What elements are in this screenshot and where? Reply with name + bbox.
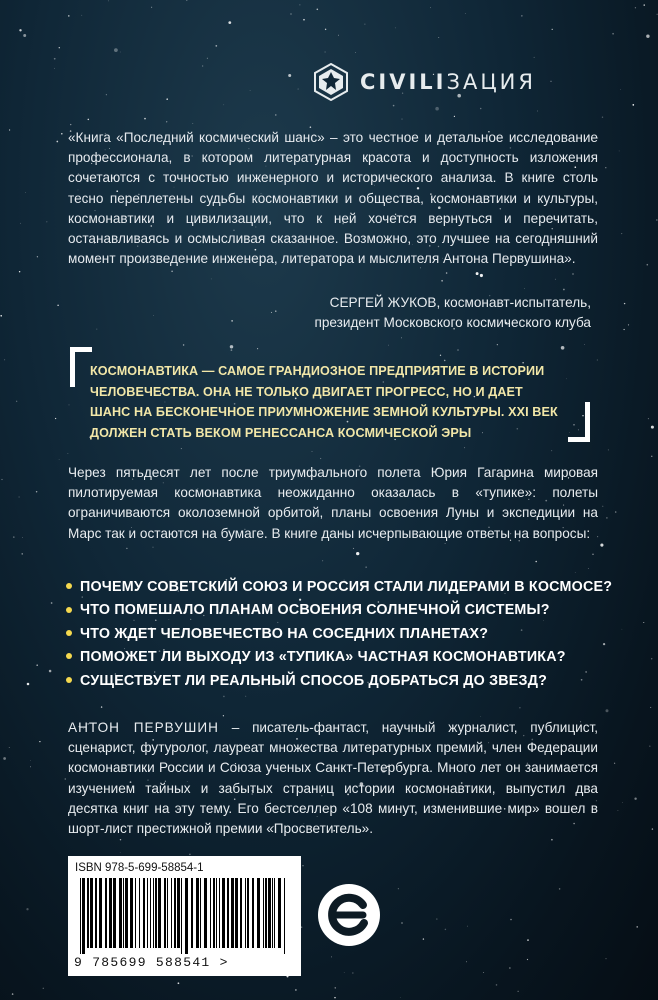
star: [592, 553, 594, 555]
star: [108, 1, 109, 2]
star: [70, 124, 71, 125]
barcode-stripe: [139, 878, 140, 948]
star: [600, 544, 603, 547]
star: [656, 219, 657, 220]
barcode-stripe: [235, 878, 238, 948]
star: [4, 359, 5, 360]
barcode-stripe: [252, 878, 254, 948]
star: [467, 926, 468, 927]
bullet-icon: [66, 607, 72, 613]
star: [388, 345, 389, 346]
star: [325, 51, 326, 52]
star: [59, 459, 60, 460]
star: [16, 401, 17, 402]
star: [356, 552, 359, 555]
star: [181, 448, 182, 449]
star: [290, 13, 291, 14]
star: [68, 15, 70, 17]
star: [464, 447, 465, 448]
question-text: ПОЧЕМУ СОВЕТСКИЙ СОЮЗ И РОССИЯ СТАЛИ ЛИДЕРАМИ В КОСМОСЕ?: [80, 579, 613, 595]
logo-wordmark-light: ЗАЦИЯ: [446, 70, 536, 94]
star: [126, 548, 127, 549]
barcode-stripe: [216, 878, 217, 948]
star: [563, 289, 565, 291]
barcode-stripe: [265, 878, 267, 948]
star: [178, 982, 180, 984]
bullet-icon: [66, 630, 72, 636]
star: [120, 852, 121, 853]
star: [320, 458, 321, 459]
star: [68, 453, 69, 454]
barcode-stripe: [135, 878, 136, 948]
star: [49, 670, 52, 673]
star: [301, 927, 302, 928]
star: [483, 972, 484, 973]
star: [65, 778, 66, 779]
star: [551, 81, 552, 82]
star: [325, 29, 326, 30]
bracket-top-left-icon: [70, 347, 92, 387]
star: [303, 19, 305, 21]
star: [25, 192, 26, 193]
star: [19, 29, 21, 31]
star: [644, 4, 645, 5]
attribution-role: , космонавт-испытатель,: [436, 295, 591, 310]
barcode-stripe: [164, 878, 166, 948]
star: [602, 117, 603, 118]
barcode-stripe: [284, 878, 285, 954]
star: [101, 706, 102, 707]
star: [524, 288, 525, 289]
star: [445, 929, 447, 931]
star: [635, 7, 636, 8]
attribution-role-line2: президент Московского космического клуба: [314, 315, 591, 330]
star: [435, 107, 439, 111]
star: [231, 320, 233, 322]
star: [353, 548, 354, 549]
star: [317, 9, 319, 11]
star: [602, 506, 603, 507]
barcode-stripe: [278, 878, 281, 948]
barcode-stripe: [155, 878, 157, 948]
star: [496, 984, 498, 986]
star: [27, 683, 30, 686]
barcode-stripe: [87, 878, 89, 948]
star: [648, 418, 649, 419]
star: [608, 449, 609, 450]
star: [622, 802, 623, 803]
barcode-stripe: [123, 878, 124, 948]
star: [288, 74, 291, 77]
barcode-stripe: [200, 878, 201, 948]
star: [606, 709, 609, 712]
ean-digits: 9 785699 588541 >: [74, 955, 229, 970]
star: [331, 956, 332, 957]
questions-list: [66, 576, 626, 693]
star: [597, 360, 598, 361]
star: [3, 757, 6, 760]
publisher-series-logo: [312, 62, 536, 102]
star: [476, 272, 479, 275]
star: [9, 129, 10, 130]
star: [20, 223, 21, 224]
star: [480, 108, 482, 110]
barcode-stripe: [185, 878, 188, 954]
barcode-stripe: [150, 878, 151, 948]
star: [43, 988, 44, 989]
star: [151, 7, 152, 8]
star: [51, 602, 53, 604]
star: [13, 536, 15, 538]
barcode-stripe: [95, 878, 97, 948]
star: [395, 28, 396, 29]
barcode-stripe: [181, 878, 182, 954]
eksmo-logo-icon: [317, 883, 381, 947]
question-text: ЧТО ПОМЕШАЛО ПЛАНАМ ОСВОЕНИЯ СОЛНЕЧНОЙ СИСТЕМЫ?: [80, 602, 550, 619]
star: [352, 973, 353, 974]
list-item: [66, 599, 626, 622]
barcode-stripe: [231, 878, 234, 948]
star: [114, 48, 118, 52]
list-item: [66, 576, 626, 599]
star: [30, 760, 31, 761]
star: [36, 491, 37, 492]
barcode-stripe: [174, 878, 176, 948]
star: [605, 167, 606, 168]
star: [298, 89, 299, 90]
star: [620, 89, 621, 90]
star: [171, 270, 173, 272]
star: [166, 121, 167, 122]
star: [614, 763, 615, 764]
star: [228, 21, 231, 24]
star: [153, 315, 154, 316]
quote-attribution: [268, 293, 591, 333]
barcode-bars-icon: [80, 878, 292, 954]
star: [632, 104, 634, 106]
star: [535, 561, 537, 563]
star: [521, 15, 522, 16]
barcode-stripe: [158, 878, 161, 948]
star: [441, 280, 443, 282]
question-text: СУЩЕСТВУЕТ ЛИ РЕАЛЬНЫЙ СПОСОБ ДОБРАТЬСЯ ДО ЗВЕЗД?: [80, 672, 548, 689]
barcode-stripe: [99, 878, 102, 948]
star: [393, 105, 395, 107]
barcode-stripe: [222, 878, 225, 948]
star: [552, 29, 553, 30]
barcode-stripe: [105, 878, 107, 948]
star: [466, 961, 467, 962]
star: [364, 24, 365, 25]
star: [144, 118, 146, 120]
star: [338, 35, 339, 36]
star: [588, 568, 589, 569]
review-quote: «Книга «Последний космический шанс» – это честное и детальное исследование профессионала, в котором литературная красота и доступность изложения сочетаются с точностью инженерного и исторического анализа. В книге столь тесно переплетены судьбы космонавтики и общества, космонавтики и культуры, космонавтики и цивилизации, что к ней хочется вернуться и перечитать, останавливаясь и осмысливая сказанное. Возможно, это лучшее на сегодняшний момент произведение инженера, литератора и мыслителя Антона Первушина».: [68, 130, 598, 267]
star: [295, 989, 296, 990]
bullet-icon: [66, 653, 72, 659]
star: [657, 14, 658, 15]
barcode: [68, 856, 301, 976]
star: [299, 4, 300, 5]
star: [400, 997, 401, 998]
star: [46, 221, 47, 222]
star: [628, 324, 629, 325]
star: [615, 511, 617, 513]
star: [619, 150, 620, 151]
star: [322, 560, 323, 561]
barcode-stripe: [80, 878, 81, 954]
barcode-stripe: [219, 878, 220, 948]
star: [650, 707, 651, 708]
star: [398, 888, 399, 889]
star: [551, 450, 552, 451]
star: [312, 451, 313, 452]
star: [22, 553, 23, 554]
highlight-banner: [70, 347, 590, 442]
barcode-stripe: [113, 878, 116, 948]
star: [649, 745, 650, 746]
list-item: [66, 670, 626, 693]
star: [651, 456, 652, 457]
logo-wordmark-bold: CIVILI: [360, 70, 447, 94]
attribution-name: СЕРГЕЙ ЖУКОВ: [329, 295, 437, 310]
star: [612, 33, 614, 35]
star: [480, 716, 481, 717]
star: [59, 47, 60, 48]
bullet-icon: [66, 677, 72, 683]
star: [223, 696, 225, 698]
star: [192, 123, 193, 124]
star: [153, 547, 154, 548]
star: [401, 119, 402, 120]
star: [19, 271, 20, 272]
star: [584, 344, 585, 345]
star: [9, 747, 10, 748]
star: [519, 707, 520, 708]
question-text: ПОМОЖЕТ ЛИ ВЫХОДУ ИЗ «ТУПИКА» ЧАСТНАЯ КОСМОНАВТИКА?: [80, 649, 566, 666]
star: [438, 37, 439, 38]
star: [634, 797, 636, 799]
star: [223, 715, 224, 716]
star: [186, 0, 187, 1]
author-name: АНТОН ПЕРВУШИН: [68, 720, 219, 735]
star: [54, 68, 55, 69]
barcode-stripe: [268, 878, 271, 948]
star: [606, 958, 607, 959]
star: [202, 65, 203, 66]
star: [518, 991, 519, 992]
star: [211, 279, 212, 280]
logo-wordmark: [360, 70, 536, 94]
star: [22, 537, 23, 538]
star: [651, 658, 652, 659]
star: [465, 13, 466, 14]
author-bio-text: – писатель-фантаст, научный журналист, публицист, сценарист, футуролог, лауреат множества литературных премий, член Федерации космонавтики России и Союза ученых Санкт-Петербурга. Много лет он занимается изучением тайных и забытых страниц истории космонавтики, выпустил два десятка книг на эту тему. Его бестселлер «108 минут, изменившие мир» вошел в шорт-лист престижной премии «Просветитель».: [68, 720, 598, 837]
star: [344, 972, 345, 973]
star: [575, 572, 576, 573]
barcode-stripe: [213, 878, 215, 948]
star: [36, 664, 38, 666]
barcode-stripe: [167, 878, 168, 948]
star: [56, 141, 58, 143]
barcode-stripe: [147, 878, 148, 948]
star: [401, 338, 402, 339]
star: [454, 116, 455, 117]
barcode-stripe: [247, 878, 249, 948]
star: [88, 119, 90, 121]
star: [647, 264, 649, 266]
star: [652, 828, 653, 829]
barcode-stripe: [90, 878, 93, 948]
star: [183, 344, 184, 345]
isbn-text: ISBN 978-5-699-58854-1: [75, 862, 204, 874]
star: [302, 865, 303, 866]
star: [223, 104, 224, 105]
barcode-stripe: [240, 878, 242, 948]
star: [55, 418, 56, 419]
star: [275, 114, 276, 115]
star: [96, 329, 97, 330]
barcode-stripe: [272, 878, 273, 948]
star: [57, 305, 58, 306]
star: [446, 272, 448, 274]
star: [436, 919, 437, 920]
star: [509, 967, 510, 968]
star: [430, 7, 431, 8]
star: [106, 94, 107, 95]
star: [250, 90, 251, 91]
star: [166, 98, 168, 100]
star: [559, 888, 561, 890]
star: [18, 496, 19, 497]
star: [335, 987, 336, 988]
star: [527, 939, 529, 941]
barcode-stripe: [210, 878, 211, 948]
star: [366, 567, 367, 568]
star: [355, 52, 356, 53]
barcode-stripe: [171, 878, 172, 948]
list-item: [66, 646, 626, 669]
barcode-stripe: [143, 878, 145, 948]
star: [621, 233, 622, 234]
star: [23, 34, 26, 37]
star: [81, 15, 82, 16]
barcode-stripe: [109, 878, 112, 948]
star: [61, 133, 63, 135]
author-bio: [68, 718, 598, 839]
star: [643, 622, 644, 623]
barcode-stripe: [227, 878, 229, 948]
star: [12, 993, 14, 995]
question-text: ЧТО ЖДЕТ ЧЕЛОВЕЧЕСТВО НА СОСЕДНИХ ПЛАНЕТАХ?: [80, 625, 489, 642]
star: [480, 274, 483, 277]
barcode-stripe: [257, 878, 260, 948]
star: [555, 279, 556, 280]
barcode-stripe: [263, 878, 264, 948]
barcode-stripe: [274, 878, 275, 948]
intro-paragraph: Через пятьдесят лет после триумфального полета Юрия Гагарина мировая пилотируемая космонавтика неожиданно оказалась в «тупике»: полеты ограничиваются околоземной орбитой, планы освоения Луны и экспедиции на Марс так и остаются на бумаге. В книге даны исчерпывающие ответы на вопросы:: [68, 465, 598, 541]
star: [623, 329, 624, 330]
star: [423, 938, 424, 939]
barcode-stripe: [125, 878, 128, 948]
star: [617, 810, 618, 811]
barcode-stripe: [177, 878, 180, 948]
star: [1, 479, 2, 480]
star: [636, 926, 638, 928]
star: [537, 111, 538, 112]
banner-text: КОСМОНАВТИКА — САМОЕ ГРАНДИОЗНОЕ ПРЕДПРИЯТИЕ В ИСТОРИИ ЧЕЛОВЕЧЕСТВА. ОНА НЕ ТОЛЬКО ДВИГАЕТ ПРОГРЕСС, НО И ДАЕТ ШАНС НА БЕСКОНЕЧНОЕ ПРИУМНОЖЕНИЕ ЗЕМНОЙ КУЛЬТУРЫ. XXI ВЕК ДОЛЖЕН СТАТЬ ВЕКОМ РЕНЕССАНСА КОСМИЧЕСКОЙ ЭРЫ: [90, 364, 558, 440]
star: [624, 303, 625, 304]
star: [401, 922, 402, 923]
barcode-stripe: [119, 878, 122, 948]
barcode-stripe: [204, 878, 207, 948]
civilization-badge-icon: [312, 63, 350, 101]
star: [189, 854, 190, 855]
star: [26, 908, 28, 910]
star: [54, 58, 56, 60]
star: [0, 315, 2, 317]
star: [527, 959, 528, 960]
barcode-stripe: [245, 878, 246, 948]
barcode-stripe: [196, 878, 199, 948]
star: [606, 517, 608, 519]
star: [207, 58, 208, 59]
star: [646, 34, 649, 37]
bullet-icon: [66, 583, 72, 589]
barcode-stripe: [130, 878, 133, 948]
star: [37, 256, 38, 257]
barcode-stripe: [153, 878, 154, 948]
star: [120, 52, 121, 53]
star: [245, 696, 246, 697]
star: [510, 919, 512, 921]
star: [334, 997, 336, 999]
star: [572, 273, 573, 274]
star: [39, 741, 40, 742]
bracket-bottom-right-icon: [568, 402, 590, 442]
star: [215, 45, 217, 47]
barcode-stripe: [191, 878, 193, 948]
barcode-stripe: [82, 878, 85, 954]
star: [651, 426, 654, 429]
star: [30, 766, 31, 767]
star: [497, 344, 498, 345]
star: [534, 57, 535, 58]
list-item: [66, 623, 626, 646]
